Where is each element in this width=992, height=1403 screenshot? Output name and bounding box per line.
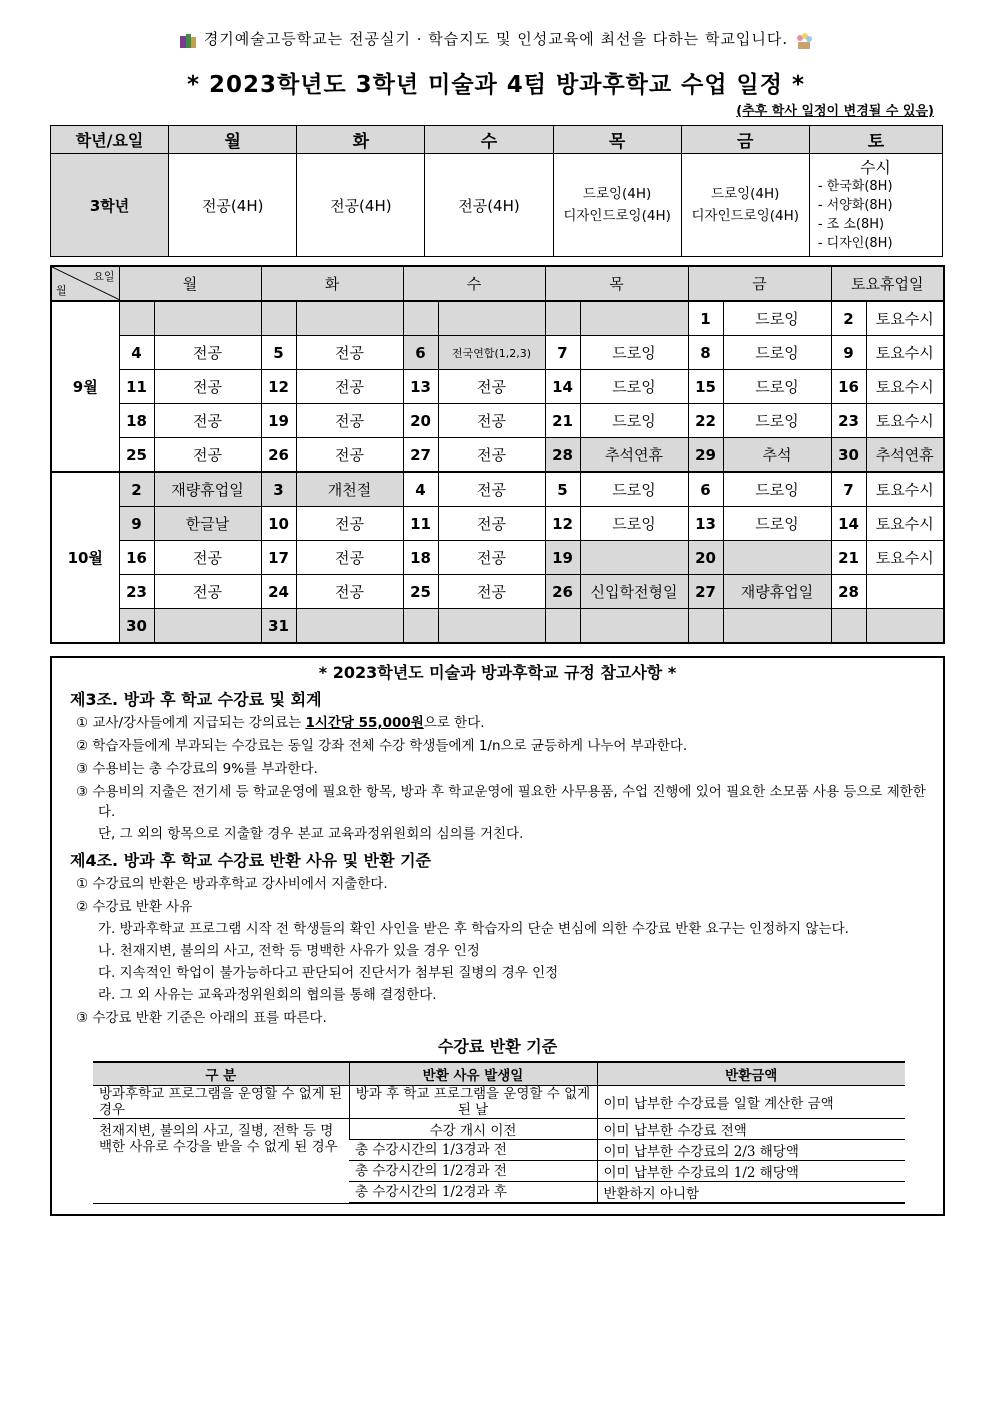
calendar-event: 드로잉 xyxy=(723,370,831,404)
lecture-fee-rate: 1시간당 55,000원 xyxy=(305,715,424,731)
refund-date: 총 수강시간의 1/3경과 전 xyxy=(349,1140,597,1161)
tue-class: 전공(4H) xyxy=(297,154,425,257)
weekly-header-grade: 학년/요일 xyxy=(51,126,169,154)
weekly-header-row xyxy=(51,126,943,154)
rules-section xyxy=(50,656,945,1216)
calendar-date: 21 xyxy=(545,404,580,438)
calendar-date: 20 xyxy=(688,541,723,575)
article-4-sub-na: 나. 천재지변, 불의의 사고, 전학 등 명백한 사유가 있을 경우 인정 xyxy=(98,943,480,959)
calendar-event: 전공 xyxy=(154,575,261,609)
cal-header-sat: 토요휴업일 xyxy=(831,266,944,301)
refund-amount: 이미 납부한 수강료 전액 xyxy=(597,1119,905,1140)
refund-amount: 이미 납부한 수강료를 일할 계산한 금액 xyxy=(597,1086,905,1119)
sat-class xyxy=(809,154,942,257)
calendar-date: 12 xyxy=(261,370,296,404)
calendar-event xyxy=(296,301,403,336)
refund-header-row xyxy=(93,1062,905,1086)
refund-row xyxy=(93,1086,905,1119)
calendar-event xyxy=(154,609,261,644)
calendar-corner-cell xyxy=(51,266,119,301)
calendar-event: 전공 xyxy=(154,336,261,370)
refund-date: 방과 후 학교 프로그램을 운영할 수 없게 된 날 xyxy=(349,1086,597,1119)
calendar-event: 개천절 xyxy=(296,472,403,507)
calendar-event: 전공 xyxy=(296,575,403,609)
calendar-date: 7 xyxy=(831,472,866,507)
calendar-week-row xyxy=(51,472,944,507)
calendar-date: 25 xyxy=(403,575,438,609)
refund-category: 방과후학교 프로그램을 운영할 수 없게 된 경우 xyxy=(93,1086,349,1119)
calendar-date: 5 xyxy=(545,472,580,507)
calendar-event: 전공 xyxy=(438,438,545,473)
calendar-week-row xyxy=(51,301,944,336)
calendar-date: 3 xyxy=(261,472,296,507)
calendar-event: 추석연휴 xyxy=(866,438,944,473)
calendar-event: 토요수시 xyxy=(866,370,944,404)
calendar-event: 드로잉 xyxy=(580,472,688,507)
calendar-date: 4 xyxy=(119,336,154,370)
calendar-event: 전공 xyxy=(438,472,545,507)
calendar-event: 드로잉 xyxy=(580,404,688,438)
calendar-event: 전공 xyxy=(438,507,545,541)
calendar-date: 27 xyxy=(688,575,723,609)
monthly-calendar xyxy=(50,265,945,644)
calendar-event: 토요수시 xyxy=(866,507,944,541)
calendar-date xyxy=(831,609,866,644)
calendar-date xyxy=(403,301,438,336)
calendar-date: 16 xyxy=(831,370,866,404)
refund-header-category: 구 분 xyxy=(93,1062,349,1086)
calendar-event xyxy=(154,301,261,336)
calendar-week-row xyxy=(51,438,944,473)
article-4-item-1: ① 수강료의 반환은 방과후학교 강사비에서 지출한다. xyxy=(76,876,388,892)
calendar-event xyxy=(723,541,831,575)
weekly-header-fri: 금 xyxy=(681,126,809,154)
sat-class-head: 수시 xyxy=(859,157,891,177)
mon-class: 전공(4H) xyxy=(169,154,297,257)
calendar-event: 전공 xyxy=(438,404,545,438)
calendar-date: 17 xyxy=(261,541,296,575)
weekly-header-sat: 토 xyxy=(809,126,942,154)
calendar-date: 19 xyxy=(545,541,580,575)
calendar-event xyxy=(723,609,831,644)
calendar-date: 27 xyxy=(403,438,438,473)
cal-header-mon: 월 xyxy=(119,266,261,301)
calendar-date: 25 xyxy=(119,438,154,473)
calendar-event: 토요수시 xyxy=(866,404,944,438)
calendar-date: 6 xyxy=(688,472,723,507)
month-label: 10월 xyxy=(51,472,119,643)
article-4-sub-ga: 가. 방과후학교 프로그램 시작 전 학생들의 확인 사인을 받은 후 학습자의 단순 변심에 의한 수강료 반환 요구는 인정하지 않는다. xyxy=(98,921,849,937)
calendar-event xyxy=(866,575,944,609)
article-3-item-4-cont: 단, 그 외의 항목으로 지출할 경우 본교 교육과정위원회의 심의를 거친다. xyxy=(98,826,524,842)
calendar-event: 신입학전형일 xyxy=(580,575,688,609)
article-3-item-3: ③ 수용비는 총 수강료의 9%를 부과한다. xyxy=(76,761,318,777)
calendar-date: 6 xyxy=(403,336,438,370)
calendar-event: 전공 xyxy=(154,438,261,473)
calendar-date: 20 xyxy=(403,404,438,438)
refund-table xyxy=(93,1061,905,1204)
calendar-event: 토요수시 xyxy=(866,472,944,507)
calendar-week-row xyxy=(51,541,944,575)
article-4-sub-da: 다. 지속적인 학업이 불가능하다고 판단되어 진단서가 첨부된 질병의 경우 인정 xyxy=(98,965,559,981)
weekly-header-mon: 월 xyxy=(169,126,297,154)
calendar-event: 토요수시 xyxy=(866,541,944,575)
calendar-event: 전공 xyxy=(296,541,403,575)
schedule-change-note: (추후 학사 일정이 변경될 수 있음) xyxy=(736,104,934,119)
calendar-date: 13 xyxy=(403,370,438,404)
calendar-date: 22 xyxy=(688,404,723,438)
calendar-date: 14 xyxy=(545,370,580,404)
a3-1-pre: ① 교사/강사들에게 지급되는 강의료는 xyxy=(76,715,306,731)
thu-class-2: 디자인드로잉(4H) xyxy=(563,208,671,224)
calendar-week-row xyxy=(51,336,944,370)
calendar-date xyxy=(688,609,723,644)
article-4-item-3: ③ 수강료 반환 기준은 아래의 표를 따른다. xyxy=(76,1010,327,1026)
calendar-date: 18 xyxy=(119,404,154,438)
calendar-date: 24 xyxy=(261,575,296,609)
cal-header-wed: 수 xyxy=(403,266,545,301)
calendar-date: 13 xyxy=(688,507,723,541)
calendar-event xyxy=(866,609,944,644)
calendar-event: 토요수시 xyxy=(866,336,944,370)
calendar-date: 26 xyxy=(261,438,296,473)
article-3-item-1 xyxy=(76,713,943,733)
refund-table-caption: 수강료 반환 기준 xyxy=(437,1037,558,1056)
refund-header-date: 반환 사유 발생일 xyxy=(349,1062,597,1086)
refund-header-amount: 반환금액 xyxy=(597,1062,905,1086)
calendar-week-row xyxy=(51,575,944,609)
calendar-event: 드로잉 xyxy=(723,336,831,370)
calendar-date xyxy=(545,609,580,644)
article-3-item-4: ③ 수용비의 지출은 전기세 등 학교운영에 필요한 항목, 방과 후 학교운영에 필요한 사무용품, 수업 진행에 있어 필요한 소모품 사용 등으로 제한한다. xyxy=(76,784,926,820)
refund-row xyxy=(93,1119,905,1140)
calendar-date: 28 xyxy=(831,575,866,609)
calendar-event: 전공 xyxy=(296,507,403,541)
corner-month-label: 월 xyxy=(56,284,67,297)
calendar-event: 전공 xyxy=(438,541,545,575)
article-4-heading: 제4조. 방과 후 학교 수강료 반환 사유 및 반환 기준 xyxy=(70,851,432,870)
weekly-header-wed: 수 xyxy=(425,126,553,154)
refund-category: 천재지변, 불의의 사고, 질병, 전학 등 명백한 사유로 수강을 받을 수 없게 된 경우 xyxy=(93,1119,349,1204)
cal-header-thu: 목 xyxy=(545,266,688,301)
refund-date: 총 수강시간의 1/2경과 전 xyxy=(349,1161,597,1182)
calendar-event xyxy=(296,609,403,644)
refund-amount: 반환하지 아니함 xyxy=(597,1182,905,1204)
school-motto-banner xyxy=(0,28,992,50)
calendar-date: 26 xyxy=(545,575,580,609)
calendar-event: 전공 xyxy=(154,404,261,438)
calendar-date: 15 xyxy=(688,370,723,404)
refund-amount: 이미 납부한 수강료의 1/2 해당액 xyxy=(597,1161,905,1182)
calendar-date: 2 xyxy=(831,301,866,336)
calendar-date: 12 xyxy=(545,507,580,541)
calendar-date: 30 xyxy=(119,609,154,644)
weekly-grade3-row xyxy=(51,154,943,257)
wed-class: 전공(4H) xyxy=(425,154,553,257)
calendar-event xyxy=(580,609,688,644)
books-icon xyxy=(178,30,198,50)
refund-date: 총 수강시간의 1/2경과 후 xyxy=(349,1182,597,1204)
motto-text: 경기예술고등학교는 전공실기 · 학습지도 및 인성교육에 최선을 다하는 학교입니다. xyxy=(203,30,789,48)
calendar-event: 한글날 xyxy=(154,507,261,541)
sat-item: - 디자인(8H) xyxy=(817,235,893,251)
calendar-event xyxy=(580,541,688,575)
sat-item: - 한국화(8H) xyxy=(817,178,893,194)
calendar-date xyxy=(545,301,580,336)
calendar-date: 21 xyxy=(831,541,866,575)
calendar-event: 전공 xyxy=(438,370,545,404)
fri-class-2: 디자인드로잉(4H) xyxy=(691,208,800,224)
calendar-event: 전공 xyxy=(438,575,545,609)
article-3-item-2: ② 학습자들에게 부과되는 수강료는 동일 강좌 전체 수강 학생들에게 1/n으로 균등하게 나누어 부과한다. xyxy=(76,738,688,754)
calendar-event: 드로잉 xyxy=(723,404,831,438)
calendar-date: 14 xyxy=(831,507,866,541)
month-label: 9월 xyxy=(51,301,119,472)
calendar-event: 전공 xyxy=(296,438,403,473)
calendar-date: 31 xyxy=(261,609,296,644)
thu-class-1: 드로잉(4H) xyxy=(582,186,652,202)
fri-class-1: 드로잉(4H) xyxy=(711,186,780,202)
calendar-event: 드로잉 xyxy=(580,370,688,404)
calendar-date: 23 xyxy=(831,404,866,438)
corner-day-label: 요일 xyxy=(93,270,115,283)
calendar-date xyxy=(403,609,438,644)
calendar-event: 전공 xyxy=(296,404,403,438)
a3-1-post: 으로 한다. xyxy=(423,715,485,731)
calendar-event: 토요수시 xyxy=(866,301,944,336)
calendar-header-row xyxy=(51,266,944,301)
weekly-header-tue: 화 xyxy=(297,126,425,154)
cal-header-tue: 화 xyxy=(261,266,403,301)
calendar-date: 4 xyxy=(403,472,438,507)
calendar-date: 9 xyxy=(119,507,154,541)
calendar-date: 29 xyxy=(688,438,723,473)
calendar-event: 전국연합(1,2,3) xyxy=(438,336,545,370)
rules-title: * 2023학년도 미술과 방과후학교 규정 참고사항 * xyxy=(318,663,677,682)
calendar-date: 11 xyxy=(119,370,154,404)
cal-header-fri: 금 xyxy=(688,266,831,301)
weekly-header-thu: 목 xyxy=(553,126,681,154)
calendar-date: 5 xyxy=(261,336,296,370)
sat-item: - 서양화(8H) xyxy=(817,197,893,213)
sat-item: - 조 소(8H) xyxy=(817,216,885,232)
calendar-date: 1 xyxy=(688,301,723,336)
calendar-week-row xyxy=(51,507,944,541)
calendar-date xyxy=(119,301,154,336)
calendar-date: 19 xyxy=(261,404,296,438)
calendar-date: 2 xyxy=(119,472,154,507)
article-4-item-2: ② 수강료 반환 사유 xyxy=(76,899,193,915)
calendar-date: 28 xyxy=(545,438,580,473)
page-title: * 2023학년도 3학년 미술과 4텀 방과후학교 수업 일정 * xyxy=(186,72,806,98)
calendar-date: 16 xyxy=(119,541,154,575)
calendar-week-row xyxy=(51,609,944,644)
calendar-event xyxy=(438,609,545,644)
thu-class xyxy=(553,154,681,257)
calendar-event: 재량휴업일 xyxy=(154,472,261,507)
calendar-date: 18 xyxy=(403,541,438,575)
calendar-week-row xyxy=(51,404,944,438)
calendar-date xyxy=(261,301,296,336)
calendar-date: 8 xyxy=(688,336,723,370)
calendar-date: 7 xyxy=(545,336,580,370)
fri-class xyxy=(681,154,809,257)
calendar-event xyxy=(580,301,688,336)
calendar-event: 드로잉 xyxy=(723,472,831,507)
calendar-event: 드로잉 xyxy=(723,507,831,541)
refund-amount: 이미 납부한 수강료의 2/3 해당액 xyxy=(597,1140,905,1161)
calendar-event: 재량휴업일 xyxy=(723,575,831,609)
calendar-week-row xyxy=(51,370,944,404)
calendar-date: 9 xyxy=(831,336,866,370)
calendar-event: 추석연휴 xyxy=(580,438,688,473)
calendar-event: 드로잉 xyxy=(580,336,688,370)
calendar-date: 30 xyxy=(831,438,866,473)
flowers-icon xyxy=(794,30,814,50)
calendar-event: 드로잉 xyxy=(580,507,688,541)
calendar-event: 추석 xyxy=(723,438,831,473)
grade-label: 3학년 xyxy=(51,154,169,257)
calendar-date: 10 xyxy=(261,507,296,541)
article-4-sub-ra: 라. 그 외 사유는 교육과정위원회의 협의를 통해 결정한다. xyxy=(98,987,437,1003)
article-3-heading: 제3조. 방과 후 학교 수강료 및 회계 xyxy=(70,690,322,709)
calendar-event xyxy=(438,301,545,336)
calendar-event: 전공 xyxy=(296,336,403,370)
calendar-event: 전공 xyxy=(154,541,261,575)
calendar-event: 전공 xyxy=(296,370,403,404)
refund-date: 수강 개시 이전 xyxy=(349,1119,597,1140)
calendar-event: 드로잉 xyxy=(723,301,831,336)
calendar-date: 23 xyxy=(119,575,154,609)
calendar-event: 전공 xyxy=(154,370,261,404)
weekly-timetable xyxy=(50,125,943,257)
calendar-date: 11 xyxy=(403,507,438,541)
